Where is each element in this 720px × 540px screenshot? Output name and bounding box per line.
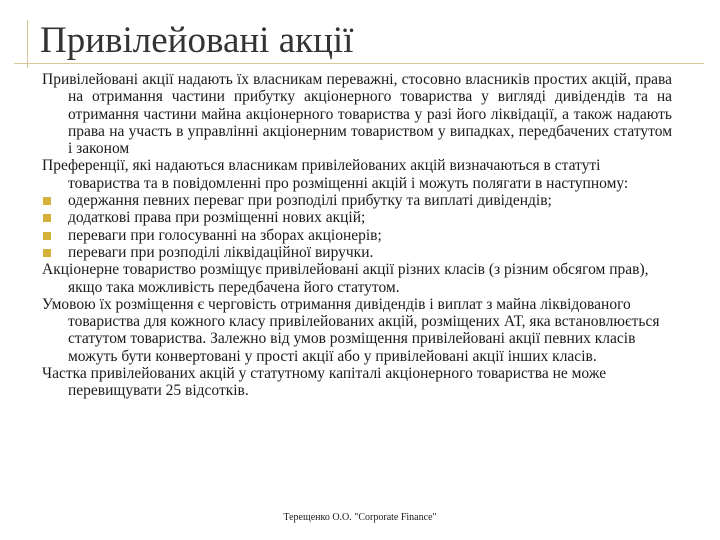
bullet-item	[42, 209, 672, 226]
slide-title: Привілейовані акції	[40, 20, 354, 61]
paragraph-definition: Привілейовані акції надають їх власникам переважні, стосовно власників простих акцій, права на отримання частини прибутку акціонерного товариства у вигляді дивідендів та на отримання частини майна акціонерного товариства у разі його ліквідації, а також надають права на участь в управлінні акціонерним товариством у випадках, передбачених статутом і законом	[42, 71, 672, 158]
square-bullet-icon	[43, 197, 51, 205]
square-bullet-icon	[43, 232, 51, 240]
bullet-item	[42, 227, 672, 244]
title-frame-horizontal-line	[14, 63, 704, 64]
title-frame-vertical-line	[27, 20, 28, 68]
bullet-text: додаткові права при розміщенні нових акцій;	[68, 209, 366, 227]
bullet-item	[42, 192, 672, 209]
bullet-text: одержання певних переваг при розподілі прибутку та виплаті дивідендів;	[68, 192, 552, 210]
slide-body	[42, 71, 672, 400]
square-bullet-icon	[43, 249, 51, 257]
bullet-text: переваги при голосуванні на зборах акціонерів;	[68, 226, 382, 244]
bullet-text: переваги при розподілі ліквідаційної виручки.	[68, 243, 374, 261]
bullet-item	[42, 244, 672, 261]
paragraph-preferences: Преференції, які надаються власникам привілейованих акцій визначаються в статуті товариства та в повідомленні про розміщенні акцій і можуть полягати в наступному:	[42, 157, 629, 192]
paragraph-placement-conditions: Умовою їх розміщення є черговість отримання дивідендів і виплат з майна ліквідованого товариства для кожного класу привілейованих акцій, розміщених АТ, яка встановлюється статутом товариства. Залежно від умов розміщення привілейовані акції певних класів можуть бути конвертовані у прості акції або у привілейовані акції інших класів.	[42, 295, 660, 365]
square-bullet-icon	[43, 214, 51, 222]
paragraph-classes: Акціонерне товариство розміщує привілейовані акції різних класів (з різним обсягом прав), якщо така можливість передбачена його статутом.	[42, 261, 649, 296]
paragraph-share-limit: Частка привілейованих акцій у статутному капіталі акціонерного товариства не може перевищувати 25 відсотків.	[42, 365, 607, 400]
slide-footer: Терещенко О.О. "Corporate Finance"	[283, 512, 437, 523]
